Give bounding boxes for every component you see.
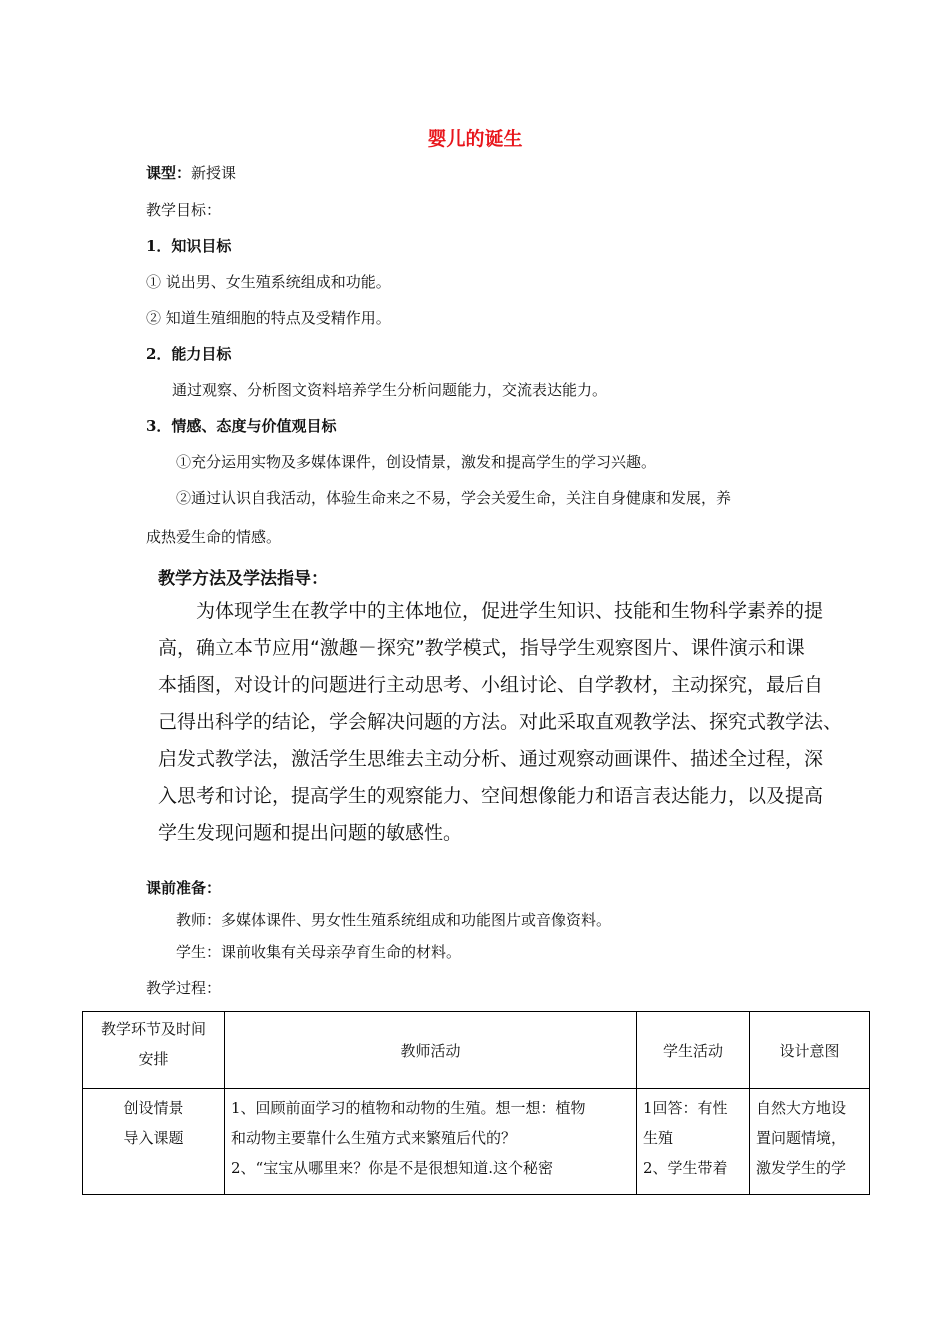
emotion-item-2-line-2: 成热爱生命的情感。: [146, 528, 282, 546]
student-activity-line: 生殖: [643, 1129, 674, 1147]
goals-heading: 教学目标：: [146, 201, 222, 219]
page-title: 婴儿的诞生: [427, 128, 523, 150]
knowledge-heading: 1．知识目标: [146, 237, 232, 255]
preparation-heading: 课前准备：: [146, 879, 222, 897]
emotion-item-1: ①充分运用实物及多媒体课件，创设情景，激发和提高学生的学习兴趣。: [176, 453, 657, 471]
row-stage: [83, 1089, 225, 1195]
design-intent-line: 激发学生的学: [756, 1159, 847, 1177]
knowledge-item-2: ② 知道生殖细胞的特点及受精作用。: [146, 309, 391, 327]
table-row: [83, 1089, 870, 1195]
row-student-activity: [637, 1089, 750, 1195]
method-line: 高，确立本节应用“激趣－探究”教学模式，指导学生观察图片、课件演示和课: [158, 637, 805, 659]
method-line: 学生发现问题和提出问题的敏感性。: [158, 822, 463, 844]
method-line: 入思考和讨论，提高学生的观察能力、空间想像能力和语言表达能力，以及提高: [158, 785, 824, 807]
header-stage: [83, 1012, 225, 1089]
design-intent-line: 自然大方地设: [756, 1099, 847, 1117]
row-design-intent: [750, 1089, 870, 1195]
teacher-activity-line: 1、回顾前面学习的植物和动物的生殖。想一想：植物: [231, 1099, 586, 1117]
method-line: 启发式教学法，激活学生思维去主动分析、通过观察动画课件、描述全过程，深: [158, 748, 824, 770]
teacher-activity-line: 和动物主要靠什么生殖方式来繁殖后代的？: [231, 1129, 517, 1147]
table-header-row: [83, 1012, 870, 1089]
emotion-item-2-line-1: ②通过认识自我活动，体验生命来之不易，学会关爱生命，关注自身健康和发展，养: [176, 489, 732, 507]
knowledge-item-1: ① 说出男、女生殖系统组成和功能。: [146, 273, 391, 291]
emotion-heading: 3．情感、态度与价值观目标: [146, 417, 337, 435]
process-table: [82, 1011, 870, 1195]
header-stage-line-2: 安排: [138, 1050, 169, 1068]
header-student: 学生活动: [637, 1012, 750, 1089]
header-teacher: 教师活动: [225, 1012, 637, 1089]
method-line: 己得出科学的结论，学会解决问题的方法。对此采取直观教学法、探究式教学法、: [158, 711, 843, 733]
ability-text: 通过观察、分析图文资料培养学生分析问题能力，交流表达能力。: [172, 381, 608, 399]
teacher-activity-line: 2、“宝宝从哪里来？你是不是很想知道.这个秘密: [231, 1159, 553, 1177]
lesson-type-value: 新授课: [191, 164, 237, 182]
preparation-teacher: 教师：多媒体课件、男女性生殖系统组成和功能图片或音像资料。: [176, 911, 612, 929]
ability-heading: 2．能力目标: [146, 345, 232, 363]
row-teacher-activity: [225, 1089, 637, 1195]
student-activity-line: 1回答：有性: [643, 1099, 728, 1117]
header-intent: 设计意图: [750, 1012, 870, 1089]
student-activity-line: 2、学生带着: [643, 1159, 728, 1177]
design-intent-line: 置问题情境，: [756, 1129, 847, 1147]
lesson-type: [146, 163, 236, 183]
row-stage-line-2: 导入课题: [123, 1129, 184, 1147]
header-stage-line-1: 教学环节及时间: [100, 1020, 206, 1038]
row-stage-line-1: 创设情景: [123, 1099, 184, 1117]
method-heading: 教学方法及学法指导：: [158, 569, 328, 589]
method-line: 为体现学生在教学中的主体地位，促进学生知识、技能和生物科学素养的提: [196, 600, 824, 622]
method-line: 本插图，对设计的问题进行主动思考、小组讨论、自学教材，主动探究，最后自: [158, 674, 824, 696]
process-heading: 教学过程：: [146, 979, 222, 997]
lesson-type-label: 课型：: [146, 164, 192, 182]
preparation-student: 学生：课前收集有关母亲孕育生命的材料。: [176, 943, 462, 961]
